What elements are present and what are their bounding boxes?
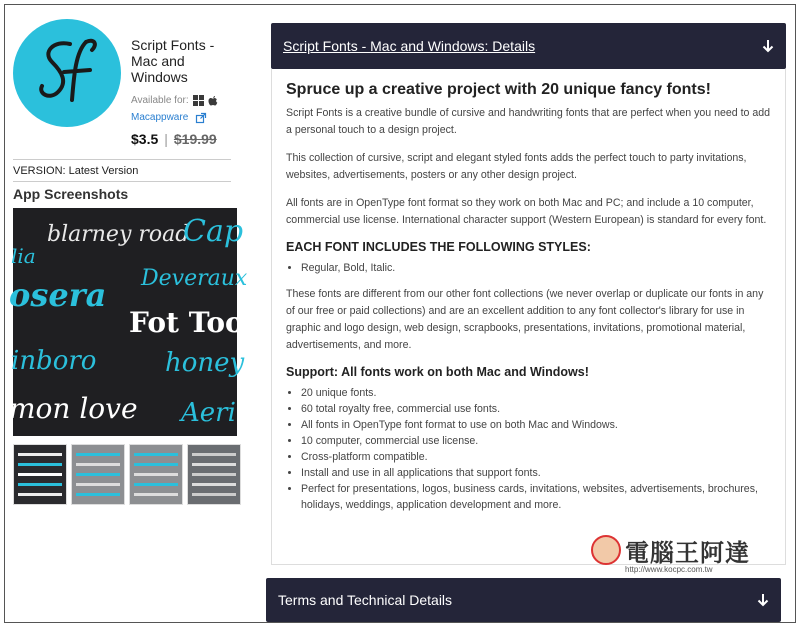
arrow-down-icon[interactable] <box>757 593 769 607</box>
app-meta <box>131 19 231 147</box>
page-frame <box>4 4 796 623</box>
logo-script-icon <box>24 30 110 116</box>
details-paragraph: These fonts are different from our other font collections (we never overlap or duplicate our fonts in any of our free or paid collections) and are an excellent addition to any font collector's library for use in graphic and logo design, web design, scrapbooks, presentations, invitations, promotional material, advertisements, and more. <box>286 288 764 351</box>
list-item: • Regular, Bold, Italic. <box>301 260 771 276</box>
screenshot-sample: mon love <box>9 392 138 425</box>
watermark <box>591 527 791 583</box>
screenshot-sample: lia <box>11 244 36 268</box>
external-link-icon[interactable] <box>196 113 206 123</box>
watermark-mascot-icon <box>591 535 621 565</box>
screenshot-sample: Fot Too <box>129 306 244 339</box>
details-paragraph: All fonts are in OpenType font format so they work on both Mac and PC; and include a 10 computer, commercial use license. International character support (Western European) is standard for every font. <box>286 197 767 226</box>
terms-header-title[interactable]: Terms and Technical Details <box>278 592 453 608</box>
thumbnail[interactable] <box>187 444 241 505</box>
screenshot-sample: honey <box>165 348 245 378</box>
screenshot-sample: inboro <box>11 346 97 376</box>
list-item: • Perfect for presentations, logos, business cards, invitations, websites, advertisements, brochures, holidays, weddings, application development and more. <box>301 481 771 513</box>
thumbnail[interactable] <box>129 444 183 505</box>
watermark-text: 電腦王阿達 <box>625 539 750 567</box>
thumbnail[interactable] <box>13 444 67 505</box>
list-item: • 10 computer, commercial use license. <box>301 433 771 449</box>
list-item: • 60 total royalty free, commercial use fonts. <box>301 401 771 417</box>
list-item: • Cross-platform compatible. <box>301 449 771 465</box>
vendor-link[interactable] <box>131 112 231 123</box>
price-separator: | <box>164 131 168 147</box>
thumbnail[interactable] <box>71 444 125 505</box>
original-price: $19.99 <box>173 131 217 147</box>
screenshot-thumbnails <box>13 444 245 505</box>
details-panel <box>271 69 786 565</box>
list-item: • Install and use in all applications that support fonts. <box>301 465 771 481</box>
app-header <box>13 19 245 147</box>
terms-accordion-header[interactable] <box>266 578 781 622</box>
availability <box>131 95 231 106</box>
app-title: Script Fonts - Mac and Windows <box>131 37 215 85</box>
screenshot-sample: Aeri <box>181 398 236 428</box>
list-item: • 20 unique fonts. <box>301 385 771 401</box>
windows-icon <box>193 95 204 106</box>
details-paragraph: This collection of cursive, script and elegant styled fonts adds the perfect touch to party invitations, websites, advertisements, posters or any other design project. <box>286 152 747 181</box>
screenshot-sample: blarney road <box>47 222 190 247</box>
screenshots-title: App Screenshots <box>13 186 129 202</box>
app-logo <box>13 19 121 127</box>
details-paragraph: Script Fonts is a creative bundle of cursive and handwriting fonts that are perfect when you need to add a personal touch to a design project. <box>286 107 771 136</box>
price-row <box>131 131 231 147</box>
app-sidebar <box>9 19 248 505</box>
support-heading: Support: All fonts work on both Mac and Windows! <box>286 365 589 379</box>
main-screenshot[interactable] <box>9 208 248 436</box>
details-header-title[interactable]: Script Fonts - Mac and Windows: Details <box>283 38 536 54</box>
details-section <box>271 23 786 565</box>
screenshot-sample: Deveraux <box>141 266 248 291</box>
vendor-name[interactable]: Macappware <box>131 112 189 123</box>
divider <box>13 181 231 182</box>
list-item: • All fonts in OpenType font format to use on both Mac and Windows. <box>301 417 771 433</box>
screenshot-sample: Cap <box>183 214 244 249</box>
arrow-down-icon[interactable] <box>762 39 774 53</box>
details-headline: Spruce up a creative project with 20 unique fancy fonts! <box>286 81 711 98</box>
divider <box>13 159 231 160</box>
support-list <box>286 385 771 513</box>
styles-list <box>286 260 771 276</box>
styles-heading: EACH FONT INCLUDES THE FOLLOWING STYLES: <box>286 240 591 254</box>
watermark-url: http://www.kocpc.com.tw <box>625 565 713 574</box>
screenshot-sample: osera <box>9 276 107 314</box>
details-accordion-header[interactable] <box>271 23 786 69</box>
version-info: VERSION: Latest Version <box>13 165 139 177</box>
current-price: $3.5 <box>131 131 159 147</box>
available-label: Available for: <box>131 95 189 106</box>
apple-icon <box>208 95 218 106</box>
